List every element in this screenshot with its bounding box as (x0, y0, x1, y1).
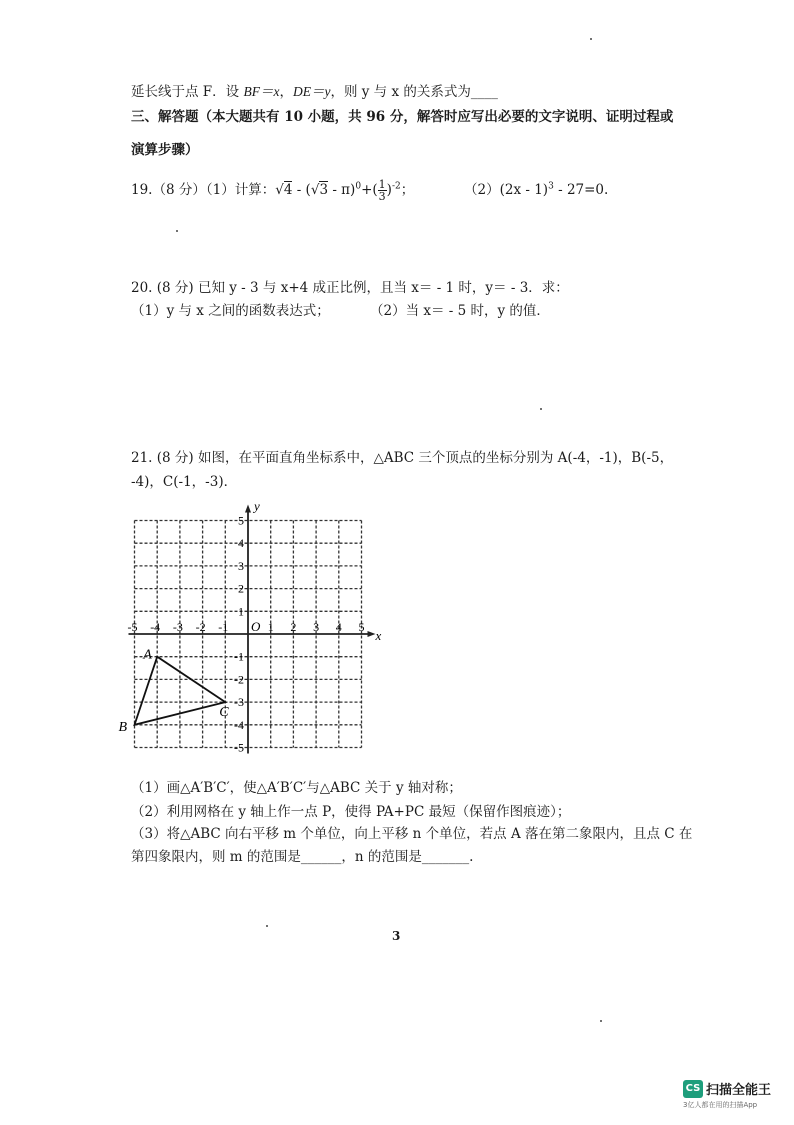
q19-zero-exp: 0 (355, 181, 362, 192)
q19-close: ) (386, 182, 392, 198)
q19-sqrt4: 4 (283, 182, 293, 198)
x-tick-label: -4 (150, 620, 161, 634)
scan-speck (266, 925, 268, 927)
point-label-b: B (118, 719, 128, 735)
x-tick-label: 3 (313, 620, 320, 634)
q19-part2-b: - 27=0. (553, 182, 609, 198)
x-tick-label: -1 (218, 620, 229, 634)
q18-suffix: ，则 y 与 x 的关系式为____ (330, 84, 498, 100)
scanner-watermark (683, 1078, 771, 1110)
q18-tail (131, 80, 498, 100)
q19-frac-num: 1 (378, 178, 386, 191)
q19 (131, 178, 414, 202)
point-label-c: C (219, 705, 229, 721)
x-tick-label: 1 (267, 620, 274, 634)
section3-heading-cont: 演算步骤） (131, 142, 199, 158)
sqrt-symbol: √ (310, 182, 320, 198)
y-tick-label: -4 (234, 717, 244, 732)
q21-part1: （1）画△A′B′C′，使△A′B′C′与△ABC 关于 y 轴对称； (131, 780, 462, 796)
scan-speck (540, 408, 542, 410)
y-tick-label: 2 (238, 581, 244, 596)
q18-prefix: 延长线于点 F．设 (131, 84, 244, 100)
scan-speck (600, 1020, 602, 1022)
x-axis-label: x (375, 628, 382, 643)
x-tick-label: -5 (127, 620, 138, 634)
x-tick-label: -2 (195, 620, 206, 634)
q19-neg2: -2 (391, 181, 401, 192)
q19-minus-open: - ( (292, 182, 311, 198)
q21-stem-cont: -4)，C(-1，-3)． (131, 474, 238, 490)
section3-heading: 三、解答题（本大题共有 10 小题，共 96 分，解答时应写出必要的文字说明、证明过程或 (131, 109, 674, 125)
q19-head: 19.（8 分）（1）计算： (131, 182, 276, 198)
q19-fraction (378, 179, 387, 202)
y-tick-label: 3 (238, 558, 244, 573)
scanner-app-name: 扫描全能王 (706, 1083, 772, 1098)
q21-part3: （3）将△ABC 向右平移 m 个单位，向上平移 n 个单位，若点 A 落在第二象限内，且点 C 在 (131, 826, 693, 842)
origin-label: O (251, 619, 261, 634)
coordinate-grid-figure (118, 490, 398, 760)
y-tick-label: 1 (238, 604, 244, 619)
q20-part1: （1）y 与 x 之间的函数表达式； (131, 303, 330, 319)
q20-part2: （2）当 x＝ - 5 时，y 的值． (370, 303, 550, 319)
q20-stem: 20. (8 分) 已知 y - 3 与 x+4 成正比例，且当 x＝ - 1 时，y＝ - 3．求： (131, 280, 569, 296)
q19-part2 (464, 178, 608, 198)
y-tick-label: 4 (238, 536, 244, 551)
y-axis-label: y (254, 498, 260, 514)
scan-speck (590, 38, 592, 40)
q19-plus-open: +( (361, 182, 378, 198)
point-label-a: A (143, 647, 152, 663)
q21-stem: 21. (8 分) 如图，在平面直角坐标系中，△ABC 三个顶点的坐标分别为 A(-4，-1)，B(-5， (131, 450, 674, 466)
x-axis-arrow (368, 631, 376, 637)
page-number: 3 (392, 929, 401, 943)
y-tick-label: -1 (234, 649, 244, 664)
sqrt-symbol: √ (275, 182, 284, 198)
q18-de: DE＝y (292, 84, 331, 99)
x-tick-label: -3 (172, 620, 183, 634)
x-tick-label: 2 (290, 620, 297, 634)
q19-frac-den: 3 (378, 190, 386, 203)
cs-logo-icon: CS (683, 1080, 703, 1098)
q19-semi: ； (400, 182, 415, 198)
y-tick-label: -5 (234, 740, 244, 755)
x-tick-label: 4 (335, 620, 342, 634)
q19-minus-pi: - π) (328, 182, 356, 198)
y-tick-label: -3 (234, 695, 244, 710)
scanner-tagline: 3亿人都在用的扫描App (683, 1101, 758, 1109)
q18-sep: ， (279, 84, 293, 100)
y-tick-label: 5 (238, 513, 244, 528)
q19-part2-a: （2）(2x - 1) (464, 182, 549, 198)
y-tick-label: -2 (234, 672, 244, 687)
q21-part2: （2）利用网格在 y 轴上作一点 P，使得 PA+PC 最短（保留作图痕迹）； (131, 804, 571, 820)
q19-part2-exp: 3 (548, 181, 554, 192)
x-tick-label: 5 (358, 620, 365, 634)
y-axis-arrow (245, 505, 251, 513)
axes (129, 499, 382, 754)
q21-part4: 第四象限内，则 m 的范围是______，n 的范围是_______. (131, 849, 474, 865)
q18-bf: BF＝x (243, 84, 280, 99)
scan-speck (176, 230, 178, 232)
q19-sqrt3: 3 (319, 182, 329, 198)
